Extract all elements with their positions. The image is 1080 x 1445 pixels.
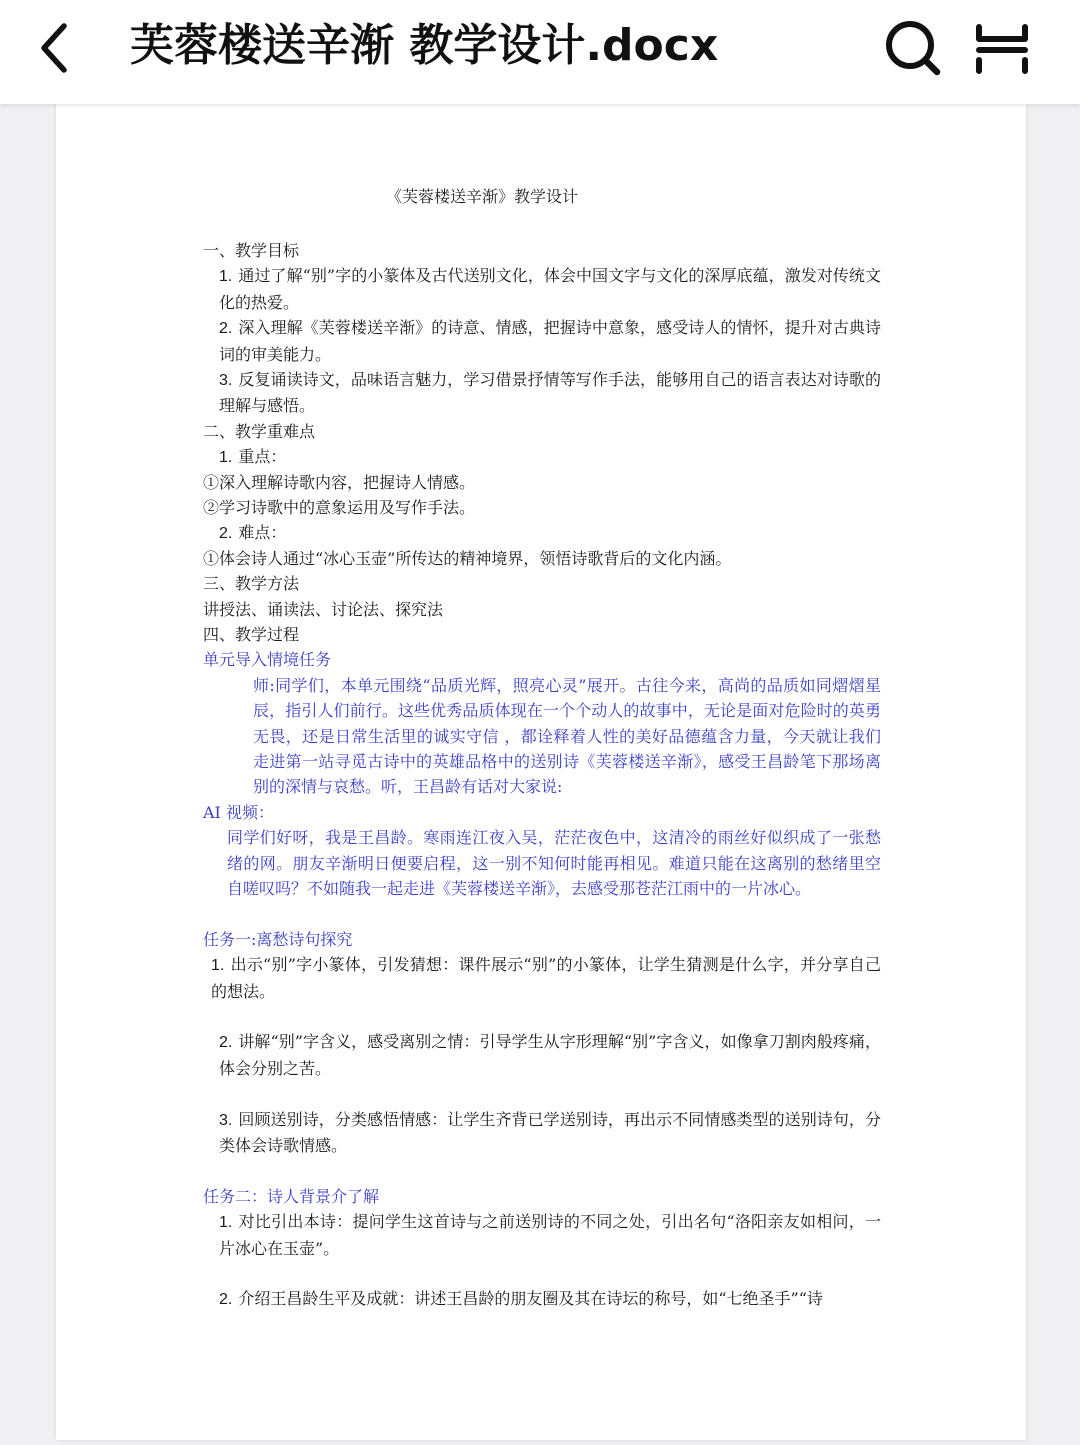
ai-video-text: 同学们好呀，我是王昌龄。寒雨连江夜入吴，茫茫夜色中，这清冷的雨丝好似织成了一张愁绪的网。朋友辛渐明日便要启程，这一别不知何时能再相见。难道只能在这离别的愁绪里空自嗟叹吗？不如随我一起走进《芙蓉楼送辛渐》，去感受那苍茫江雨中的一片冰心。	[227, 828, 881, 898]
task-item	[203, 952, 881, 1004]
item-text: 对比引出本诗：提问学生这首诗与之前送别诗的不同之处，引出名句“洛阳亲友如相问，一片冰心在玉壶”。	[219, 1212, 881, 1258]
key-point-label	[203, 444, 881, 469]
item-text: 讲解“别”字含义，感受离别之情：引导学生从字形理解“别”字含义，如像拿刀割肉般疼痛，体会分别之苦。	[219, 1032, 881, 1078]
item-text: 回顾送别诗，分类感悟情感：让学生齐背已学送别诗，再出示不同情感类型的送别诗句，分类体会诗歌情感。	[219, 1109, 881, 1155]
document-title: 芙蓉楼送辛渐 教学设计.docx	[130, 20, 719, 71]
item-text: 介绍王昌龄生平及成就：讲述王昌龄的朋友圈及其在诗坛的称号，如“七绝圣手”“诗	[238, 1289, 823, 1309]
difficulty-label	[203, 520, 881, 545]
search-icon	[882, 18, 944, 78]
item-number: 1.	[219, 1214, 233, 1232]
spacer	[203, 1081, 881, 1106]
objective-item	[203, 315, 881, 367]
objective-item	[203, 263, 881, 315]
section-heading: 三、教学方法	[203, 574, 300, 594]
document-body	[203, 184, 881, 1312]
section-heading: 四、教学过程	[203, 624, 300, 644]
back-button[interactable]	[34, 22, 78, 74]
item-number: 2.	[219, 1291, 233, 1309]
intro-text: 师:同学们，本单元围绕“品质光辉，照亮心灵”展开。古往今来，高尚的品质如同熠熠星辰，指引人们前行。这些优秀品质体现在一个个动人的故事中，无论是面对危险时的英勇无畏，还是日常生活里的诚实守信 ，都诠释着人性的美好品德蕴含力量，今天就让我们走进第一站寻觅古诗中的英雄品格中的送别诗《芙蓉楼送辛渐》，感受王昌龄笔下那场离别的深情与哀愁。听，王昌龄有话对大家说:	[253, 675, 881, 797]
section-heading: 一、教学目标	[203, 241, 300, 260]
task-item	[203, 1286, 881, 1311]
top-bar	[0, 0, 1080, 104]
ai-video-label: AI 视频：	[203, 802, 274, 822]
item-text: 反复诵读诗文，品味语言魅力，学习借景抒情等写作手法，能够用自己的语言表达对诗歌的理解与感悟。	[219, 370, 881, 416]
item-number: 1.	[219, 449, 233, 467]
item-text: 深入理解《芙蓉楼送辛渐》的诗意、情感，把握诗中意象，感受诗人的情怀，提升对古典诗词的审美能力。	[219, 318, 881, 364]
menu-button[interactable]	[974, 22, 1030, 76]
task-title: 任务一:离愁诗句探究	[203, 929, 353, 949]
item-number: 1.	[211, 957, 225, 975]
difficulty-item: ①体会诗人通过“冰心玉壶”所传达的精神境界，领悟诗歌背后的文化内涵。	[203, 548, 732, 568]
chevron-left-icon	[34, 22, 78, 74]
item-number: 2.	[219, 1034, 233, 1052]
item-number: 2.	[219, 525, 233, 543]
spacer	[203, 1158, 881, 1183]
item-text: 重点：	[238, 447, 287, 467]
task-item	[203, 1107, 881, 1159]
spacer	[203, 1261, 881, 1286]
objective-item	[203, 367, 881, 419]
task-title: 任务二：诗人背景介了解	[203, 1186, 380, 1206]
key-point-item: ①深入理解诗歌内容，把握诗人情感。	[203, 472, 476, 492]
item-number: 2.	[219, 320, 233, 338]
item-number: 1.	[219, 268, 233, 286]
section-heading: 二、教学重难点	[203, 421, 316, 441]
key-point-item: ②学习诗歌中的意象运用及写作手法。	[203, 498, 476, 517]
task-item	[203, 1209, 881, 1261]
doc-title: 《芙蓉楼送辛渐》教学设计	[385, 187, 578, 206]
menu-icon	[974, 22, 1030, 76]
item-text: 出示“别”字小篆体，引发猜想：课件展示“别”的小篆体，让学生猜测是什么字，并分享自己的想法。	[211, 955, 881, 1001]
intro-title: 单元导入情境任务	[203, 650, 332, 670]
item-text: 难点：	[238, 523, 287, 543]
search-button[interactable]	[882, 18, 944, 78]
methods-text: 讲授法、诵读法、讨论法、探究法	[203, 599, 444, 619]
spacer	[203, 1004, 881, 1029]
item-number: 3.	[219, 372, 233, 390]
item-text: 通过了解“别”字的小篆体及古代送别文化，体会中国文字与文化的深厚底蕴，激发对传统文化的热爱。	[219, 266, 881, 312]
item-number: 3.	[219, 1111, 233, 1129]
document-page[interactable]	[56, 104, 1026, 1440]
spacer	[203, 901, 881, 926]
task-item	[203, 1029, 881, 1081]
